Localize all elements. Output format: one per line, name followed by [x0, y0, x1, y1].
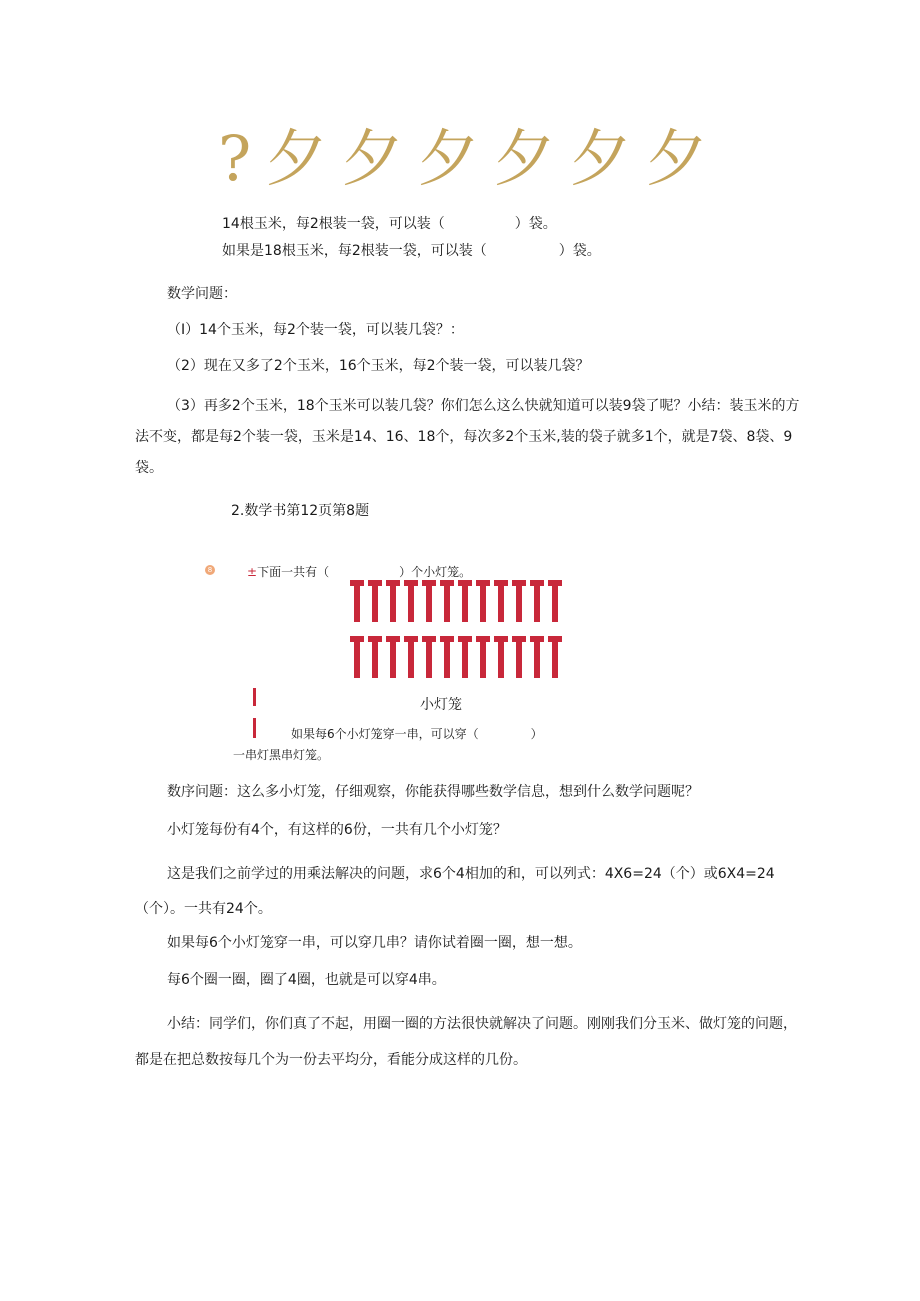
- lantern-icon: [404, 636, 418, 678]
- lantern-label: 小灯笼: [420, 697, 462, 713]
- lantern-icon: [494, 636, 508, 678]
- lantern-icon: [476, 636, 490, 678]
- corn-fill-line-2: [222, 240, 601, 260]
- lantern-row-2: [350, 636, 566, 678]
- lantern-icon: [530, 580, 544, 622]
- lantern-prompt-after: ）个小灯笼。: [399, 565, 472, 579]
- lantern-prompt-before: 下面一共有（: [257, 565, 330, 579]
- corn-glyph: 夕: [569, 122, 632, 195]
- fill-line-1-before: 14根玉米，每2根装一袋，可以装（: [222, 216, 445, 232]
- lantern-row-1: [350, 580, 566, 622]
- lantern-icon: [548, 580, 562, 622]
- lantern-icon: [386, 580, 400, 622]
- lantern-string-mark: [253, 718, 256, 738]
- lantern-question: [291, 725, 543, 742]
- lantern-icon: [368, 580, 382, 622]
- exercise-number-badge: 8: [205, 565, 215, 575]
- lantern-icon: [548, 636, 562, 678]
- lantern-icon: [530, 636, 544, 678]
- question-3-summary: （3）再多2个玉米，18个玉米可以装几袋？你们怎么这么快就知道可以装9袋了呢？小结：装玉米的方法不变，都是每2个装一袋，玉米是14、16、18个，每次多2个玉米,装的袋子就多1个，就是7袋、8袋、9袋。: [135, 398, 800, 476]
- math-problem-title: 数学问题：: [167, 286, 237, 302]
- lantern-string-mark: [253, 688, 256, 706]
- section-2-title: 2.数学书第12页第8题: [231, 503, 370, 519]
- paragraph-summary: 小结：同学们，你们真了不起，用圈一圈的方法很快就解决了问题。刚刚我们分玉米、做灯笼的问题，都是在把总数按每几个为一份去平均分，看能分成这样的几份。: [135, 1016, 797, 1068]
- fill-line-2-after: ）袋。: [558, 243, 601, 259]
- lantern-question-tail: 一串灯黑串灯笼。: [233, 748, 330, 762]
- lantern-icon: [440, 636, 454, 678]
- lantern-question-before: 如果每6个小灯笼穿一串，可以穿（: [291, 727, 479, 741]
- lantern-icon: [458, 636, 472, 678]
- lantern-icon: [440, 580, 454, 622]
- paragraph-string-question: 如果每6个小灯笼穿一串，可以穿几串？请你试着圈一圈，想一想。: [167, 935, 582, 951]
- fill-line-2-before: 如果是18根玉米，每2根装一袋，可以装（: [222, 243, 487, 259]
- corn-glyph: 夕: [417, 122, 480, 195]
- plus-minus-mark: ±: [247, 565, 258, 579]
- question-mark-glyph: ?: [218, 122, 252, 195]
- lantern-icon: [422, 580, 436, 622]
- lantern-icon: [512, 636, 526, 678]
- paragraph-observe: 数序问题：这么多小灯笼，仔细观察，你能获得哪些数学信息，想到什么数学问题呢？: [167, 784, 699, 800]
- lantern-icon: [350, 636, 364, 678]
- lantern-icon: [494, 580, 508, 622]
- paragraph-lantern-groups: 小灯笼每份有4个，有这样的6份，一共有几个小灯笼？: [167, 822, 507, 838]
- lantern-icon: [512, 580, 526, 622]
- paragraph-multiplication: 这是我们之前学过的用乘法解决的问题，求6个4相加的和，可以列式：4X6=24（个）或6X4=24（个）。一共有24个。: [135, 866, 775, 917]
- lantern-icon: [350, 580, 364, 622]
- lantern-icon: [422, 636, 436, 678]
- question-1: （I）14个玉米，每2个装一袋，可以装几袋？：: [167, 322, 464, 338]
- fill-line-1-after: ）袋。: [514, 216, 557, 232]
- corn-glyph: 夕: [265, 122, 328, 195]
- lantern-prompt: [247, 563, 471, 580]
- lantern-icon: [458, 580, 472, 622]
- corn-fill-line-1: [222, 213, 557, 233]
- corn-illustration: [218, 124, 721, 194]
- lantern-icon: [404, 580, 418, 622]
- lantern-icon: [386, 636, 400, 678]
- corn-glyph: 夕: [645, 122, 708, 195]
- corn-glyph: 夕: [493, 122, 556, 195]
- paragraph-circle-answer: 每6个圈一圈，圈了4圈，也就是可以穿4串。: [167, 972, 446, 988]
- corn-glyph: 夕: [341, 122, 404, 195]
- lantern-question-after: ）: [530, 727, 543, 741]
- lantern-icon: [476, 580, 490, 622]
- question-2: （2）现在又多了2个玉米，16个玉米，每2个装一袋，可以装几袋？: [167, 358, 590, 374]
- lantern-icon: [368, 636, 382, 678]
